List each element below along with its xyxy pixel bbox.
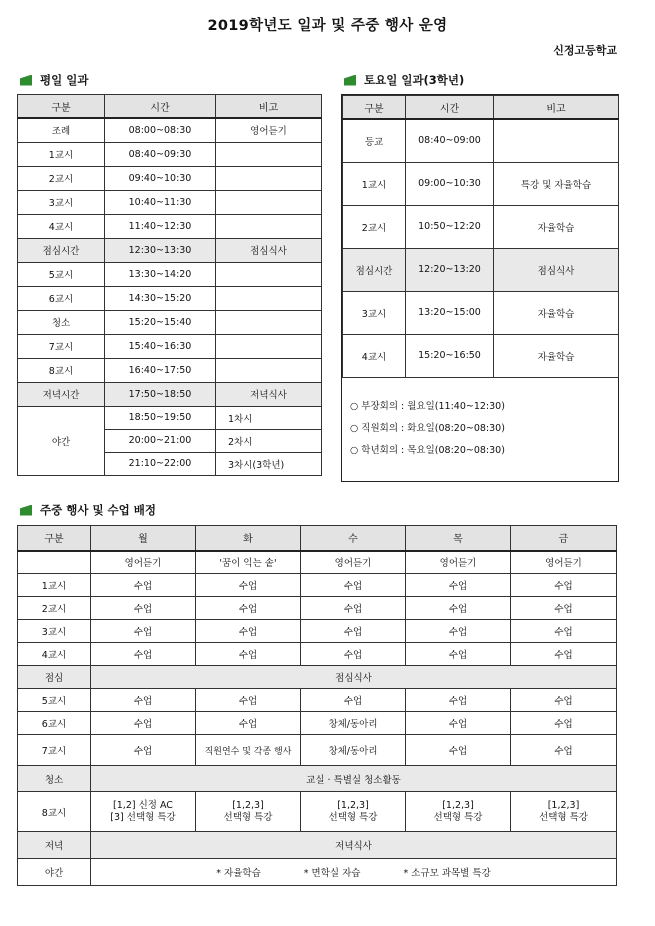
table-row xyxy=(18,118,322,142)
cell-line: [1,2,3] xyxy=(547,799,580,811)
cell xyxy=(91,859,617,886)
cell: 09:00~10:30 xyxy=(406,162,494,205)
cell: 3교시 xyxy=(18,620,91,643)
cell-line: [1,2,3] xyxy=(232,799,264,811)
cell: 자율학습 xyxy=(494,291,619,334)
cell: 점심시간 xyxy=(18,238,105,262)
weekly-heading-text: 주중 행사 및 수업 배정 xyxy=(40,503,156,517)
cell: 09:40~10:30 xyxy=(105,166,216,190)
cell xyxy=(301,792,406,832)
cell: 11:40~12:30 xyxy=(105,214,216,238)
cell: 수업 xyxy=(196,597,301,620)
cell: 수업 xyxy=(196,574,301,597)
cell: 7교시 xyxy=(18,735,91,766)
saturday-schedule-table xyxy=(342,95,619,378)
cell: 13:20~15:00 xyxy=(406,291,494,334)
cell-line: 선택형 특강 xyxy=(223,811,273,823)
cell: 21:10~22:00 xyxy=(105,452,216,475)
cell: 영어듣기 xyxy=(216,118,322,142)
cell xyxy=(216,310,322,334)
table-row xyxy=(18,262,322,286)
green-square-icon xyxy=(20,505,32,516)
cell: 저녁 xyxy=(18,832,91,859)
cell: 6교시 xyxy=(18,286,105,310)
cell: 교실 · 특별실 청소활동 xyxy=(91,766,617,792)
cell: 15:20~15:40 xyxy=(105,310,216,334)
table-row xyxy=(18,712,617,735)
saturday-section-heading xyxy=(344,72,464,88)
table-row xyxy=(343,162,619,205)
table-row xyxy=(343,119,619,162)
cell: 수업 xyxy=(406,712,511,735)
table-row xyxy=(18,286,322,310)
cell: 3교시 xyxy=(343,291,406,334)
cell: 08:00~08:30 xyxy=(105,118,216,142)
cell: 저녁시간 xyxy=(18,382,105,406)
cell xyxy=(494,119,619,162)
cell: 5교시 xyxy=(18,689,91,712)
cell xyxy=(216,334,322,358)
saturday-header-row xyxy=(343,96,619,120)
cell: 수업 xyxy=(196,689,301,712)
weekday-schedule-table xyxy=(17,94,322,476)
table-row xyxy=(18,214,322,238)
cell xyxy=(216,142,322,166)
cell: 자율학습 xyxy=(494,205,619,248)
table-row xyxy=(18,334,322,358)
cell: 등교 xyxy=(343,119,406,162)
cell: 영어듣기 xyxy=(301,551,406,574)
cell: 야간 xyxy=(18,859,91,886)
cell: 12:20~13:20 xyxy=(406,248,494,291)
table-row xyxy=(18,238,322,262)
cell: 수업 xyxy=(511,597,617,620)
cell: 3교시 xyxy=(18,190,105,214)
cell: 1교시 xyxy=(18,142,105,166)
header-note: 비고 xyxy=(494,96,619,120)
header-wed: 수 xyxy=(301,526,406,551)
cell xyxy=(91,792,196,832)
header-category: 구분 xyxy=(343,96,406,120)
weekday-section-heading xyxy=(20,72,88,88)
cell: 수업 xyxy=(406,597,511,620)
dinner-row xyxy=(18,832,617,859)
cell: 창체/동아리 xyxy=(301,735,406,766)
cell: 수업 xyxy=(511,620,617,643)
cell: 수업 xyxy=(196,712,301,735)
table-row xyxy=(343,205,619,248)
cell xyxy=(196,792,301,832)
weekday-header-row xyxy=(18,95,322,119)
cell xyxy=(216,166,322,190)
cell: 점심식사 xyxy=(91,666,617,689)
cell: 2차시 xyxy=(216,429,322,452)
cell: '꿈이 익는 솥' xyxy=(196,551,301,574)
cell: 청소 xyxy=(18,310,105,334)
night-item: * 면학실 자습 xyxy=(303,868,361,879)
cell: 수업 xyxy=(91,574,196,597)
cell: 수업 xyxy=(91,597,196,620)
header-fri: 금 xyxy=(511,526,617,551)
night-row xyxy=(18,859,617,886)
cell: 5교시 xyxy=(18,262,105,286)
cell: 13:30~14:20 xyxy=(105,262,216,286)
saturday-heading-text: 토요일 일과(3학년) xyxy=(364,73,465,87)
saturday-box xyxy=(341,94,619,482)
cell: 16:40~17:50 xyxy=(105,358,216,382)
night-item: * 자율학습 xyxy=(216,868,261,879)
cell: 직원연수 및 각종 행사 xyxy=(196,735,301,766)
cell: 수업 xyxy=(406,689,511,712)
green-square-icon xyxy=(20,75,32,86)
cell: 1교시 xyxy=(18,574,91,597)
cell: 4교시 xyxy=(18,643,91,666)
cell: 2교시 xyxy=(343,205,406,248)
cell: 15:20~16:50 xyxy=(406,334,494,377)
table-row xyxy=(18,190,322,214)
table-row xyxy=(18,142,322,166)
lunch-row xyxy=(18,666,617,689)
cell: 수업 xyxy=(91,689,196,712)
cell: 저녁식사 xyxy=(216,382,322,406)
cell: 점심식사 xyxy=(216,238,322,262)
cell xyxy=(216,190,322,214)
cell: 창체/동아리 xyxy=(301,712,406,735)
meeting-note: ○ 직원회의 : 화요일(08:20~08:30) xyxy=(350,422,505,434)
cell: 점심시간 xyxy=(343,248,406,291)
cell: 수업 xyxy=(511,643,617,666)
cell: 수업 xyxy=(511,712,617,735)
cell: 수업 xyxy=(91,620,196,643)
cell: 조례 xyxy=(18,118,105,142)
header-tue: 화 xyxy=(196,526,301,551)
weekly-section-heading xyxy=(20,502,156,518)
cell: 20:00~21:00 xyxy=(105,429,216,452)
cell: 8교시 xyxy=(18,358,105,382)
cell: 10:40~11:30 xyxy=(105,190,216,214)
cell: 1차시 xyxy=(216,406,322,429)
page-title: 2019학년도 일과 및 주중 행사 운영 xyxy=(207,18,448,34)
cell: 수업 xyxy=(301,620,406,643)
cell: 1교시 xyxy=(343,162,406,205)
cell: 청소 xyxy=(18,766,91,792)
cell: 특강 및 자율학습 xyxy=(494,162,619,205)
table-row xyxy=(343,291,619,334)
cell: 수업 xyxy=(511,735,617,766)
cell: 자율학습 xyxy=(494,334,619,377)
cell: 수업 xyxy=(301,574,406,597)
meeting-note: ○ 학년회의 : 목요일(08:20~08:30) xyxy=(350,444,505,456)
meeting-notes xyxy=(342,378,618,462)
cell-line: 선택형 특강 xyxy=(539,811,588,823)
header-mon: 월 xyxy=(91,526,196,551)
header-category: 구분 xyxy=(18,526,91,551)
morning-row xyxy=(18,551,617,574)
cell: 점심 xyxy=(18,666,91,689)
night-label: 야간 xyxy=(18,406,105,475)
cell-line: 선택형 특강 xyxy=(433,811,483,823)
cell: 수업 xyxy=(511,574,617,597)
cell: 점심식사 xyxy=(494,248,619,291)
header-thu: 목 xyxy=(406,526,511,551)
cell: 수업 xyxy=(406,574,511,597)
table-row xyxy=(18,735,617,766)
cell: 2교시 xyxy=(18,166,105,190)
cell: 18:50~19:50 xyxy=(105,406,216,429)
cell: 수업 xyxy=(91,735,196,766)
table-row xyxy=(18,358,322,382)
table-row xyxy=(18,406,322,429)
cell: 수업 xyxy=(196,643,301,666)
night-item: * 소규모 과목별 특강 xyxy=(403,868,491,879)
school-name: 신정고등학교 xyxy=(553,44,617,57)
cell xyxy=(18,551,91,574)
cell: 수업 xyxy=(406,735,511,766)
cell: 3차시(3학년) xyxy=(216,452,322,475)
cell: 수업 xyxy=(301,597,406,620)
cell: 4교시 xyxy=(343,334,406,377)
cell: 14:30~15:20 xyxy=(105,286,216,310)
header-category: 구분 xyxy=(18,95,105,119)
cell-line: [1,2] 신정 AC xyxy=(113,799,173,811)
cell: 17:50~18:50 xyxy=(105,382,216,406)
header-time: 시간 xyxy=(105,95,216,119)
table-row xyxy=(18,620,617,643)
cell: 영어듣기 xyxy=(91,551,196,574)
meeting-note: ○ 부장회의 : 월요일(11:40~12:30) xyxy=(350,400,505,412)
cell: 10:50~12:20 xyxy=(406,205,494,248)
cell: 8교시 xyxy=(18,792,91,832)
cell xyxy=(216,286,322,310)
cell-line: 선택형 특강 xyxy=(328,811,378,823)
cell: 수업 xyxy=(406,643,511,666)
cell xyxy=(216,358,322,382)
weekly-schedule-table xyxy=(17,525,617,886)
table-row xyxy=(18,382,322,406)
cell: 6교시 xyxy=(18,712,91,735)
cell: 08:40~09:30 xyxy=(105,142,216,166)
table-row xyxy=(18,574,617,597)
cell: 영어듣기 xyxy=(511,551,617,574)
cell xyxy=(511,792,617,832)
cell-line: [1,2,3] xyxy=(442,799,474,811)
table-row xyxy=(343,248,619,291)
cell: 수업 xyxy=(511,689,617,712)
header-note: 비고 xyxy=(216,95,322,119)
cell-line: [1,2,3] xyxy=(337,799,369,811)
cell: 7교시 xyxy=(18,334,105,358)
cell: 영어듣기 xyxy=(406,551,511,574)
cell: 08:40~09:00 xyxy=(406,119,494,162)
cell-line: [3] 선택형 특강 xyxy=(110,811,176,823)
cell: 저녁식사 xyxy=(91,832,617,859)
cell: 4교시 xyxy=(18,214,105,238)
green-square-icon xyxy=(344,75,356,86)
table-row xyxy=(18,310,322,334)
weekly-header-row xyxy=(18,526,617,551)
cell: 12:30~13:30 xyxy=(105,238,216,262)
weekday-heading-text: 평일 일과 xyxy=(40,73,89,87)
cell: 수업 xyxy=(406,620,511,643)
table-row xyxy=(343,334,619,377)
cell: 수업 xyxy=(91,712,196,735)
eighth-period-row xyxy=(18,792,617,832)
cleaning-row xyxy=(18,766,617,792)
cell xyxy=(216,262,322,286)
cell: 15:40~16:30 xyxy=(105,334,216,358)
table-row xyxy=(18,597,617,620)
table-row xyxy=(18,166,322,190)
table-row xyxy=(18,689,617,712)
table-row xyxy=(18,643,617,666)
cell: 2교시 xyxy=(18,597,91,620)
header-time: 시간 xyxy=(406,96,494,120)
cell xyxy=(406,792,511,832)
cell: 수업 xyxy=(301,689,406,712)
cell: 수업 xyxy=(196,620,301,643)
cell: 수업 xyxy=(301,643,406,666)
cell xyxy=(216,214,322,238)
cell: 수업 xyxy=(91,643,196,666)
